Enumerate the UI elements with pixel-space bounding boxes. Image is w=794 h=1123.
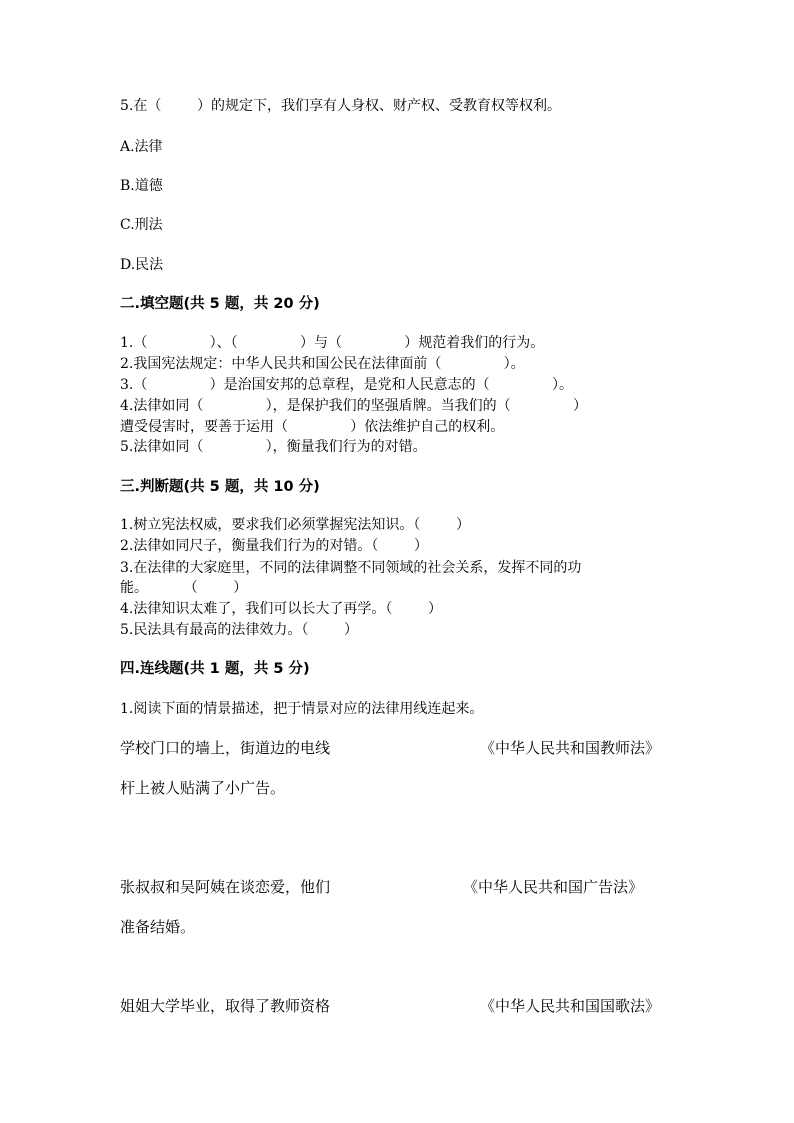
true-false-line: 能。 （ ） [120,580,248,596]
option-a[interactable]: A.法律 [120,139,163,155]
question-5-stem: 5.在（ ）的规定下，我们享有人身权、财产权、受教育权等权利。 [120,98,561,114]
true-false-line: 3.在法律的大家庭里，不同的法律调整不同领域的社会关系，发挥不同的功 [120,560,582,576]
fill-blank-line: 4.法律如同（ ），是保护我们的坚强盾牌。当我们的（ ） [120,398,587,414]
scenario-3-line-1: 姐姐大学毕业，取得了教师资格 [120,997,331,1015]
law-national-anthem-act: 《中华人民共和国国歌法》 [480,997,661,1015]
true-false-line: 1.树立宪法权威，要求我们必须掌握宪法知识。（ ） [120,517,470,533]
true-false-line: 2.法律如同尺子，衡量我们行为的对错。（ ） [120,538,428,554]
section-heading-matching: 四.连线题(共 1 题，共 5 分) [120,661,310,677]
matching-instruction: 1.阅读下面的情景描述，把于情景对应的法律用线连起来。 [120,701,484,717]
scenario-1-line-2: 杆上被人贴满了小广告。 [120,779,286,797]
law-advertising-act: 《中华人民共和国广告法》 [463,878,644,896]
scenario-2-line-1: 张叔叔和吴阿姨在谈恋爱，他们 [120,878,331,896]
option-d[interactable]: D.民法 [120,257,164,273]
fill-blank-line: 2.我国宪法规定：中华人民共和国公民在法律面前（ ）。 [120,356,525,372]
section-heading-true-false: 三.判断题(共 5 题，共 10 分) [120,479,320,495]
law-teacher-act: 《中华人民共和国教师法》 [480,739,661,757]
fill-blank-line: 5.法律如同（ ），衡量我们行为的对错。 [120,439,427,455]
true-false-line: 4.法律知识太难了，我们可以长大了再学。（ ） [120,601,442,617]
option-b[interactable]: B.道德 [120,178,163,194]
fill-blank-line: 3.（ ）是治国安邦的总章程，是党和人民意志的（ ）。 [120,377,573,393]
scenario-2-line-2: 准备结婚。 [120,918,196,936]
fill-blank-line: 遭受侵害时，要善于运用（ ）依法维护自己的权利。 [120,419,505,435]
option-c[interactable]: C.刑法 [120,217,163,233]
section-heading-fill-blank: 二.填空题(共 5 题，共 20 分) [120,296,320,312]
fill-blank-line: 1.（ ）、（ ）与（ ）规范着我们的行为。 [120,335,545,351]
true-false-line: 5.民法具有最高的法律效力。（ ） [120,622,358,638]
scenario-1-line-1: 学校门口的墙上，街道边的电线 [120,739,331,757]
